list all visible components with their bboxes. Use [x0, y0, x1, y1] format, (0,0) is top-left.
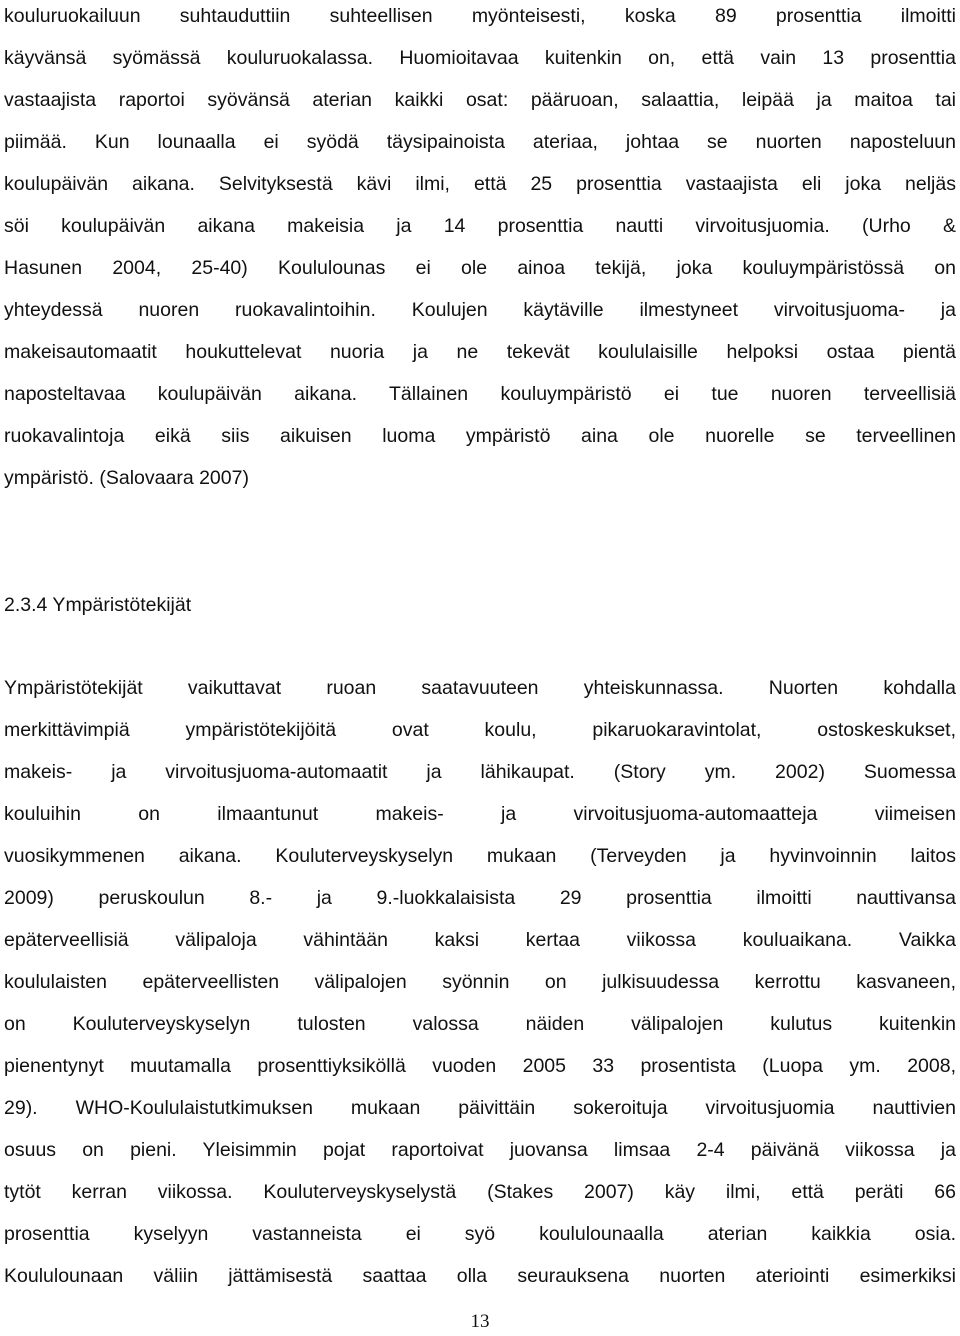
paragraph-line: makeisautomaatit houkuttelevat nuoria ja ne tekevät koululaisille helpoksi ostaa pientä: [4, 341, 956, 363]
paragraph-line: 2009) peruskoulun 8.- ja 9.-luokkalaisista 29 prosenttia ilmoitti nauttivansa: [4, 887, 956, 909]
paragraph-line: vuosikymmenen aikana. Kouluterveyskyselyn mukaan (Terveyden ja hyvinvoinnin laitos: [4, 845, 956, 867]
paragraph-line: Ympäristötekijät vaikuttavat ruoan saatavuuteen yhteiskunnassa. Nuorten kohdalla: [4, 677, 956, 699]
paragraph-line: söi koulupäivän aikana makeisia ja 14 prosenttia nautti virvoitusjuomia. (Urho &: [4, 215, 956, 237]
paragraph-line: prosenttia kyselyyn vastanneista ei syö koululounaalla aterian kaikkia osia.: [4, 1223, 956, 1245]
paragraph-line: tytöt kerran viikossa. Kouluterveyskyselystä (Stakes 2007) käy ilmi, että peräti 66: [4, 1181, 956, 1203]
section-heading: 2.3.4 Ympäristötekijät: [4, 594, 192, 616]
paragraph-line: on Kouluterveyskyselyn tulosten valossa näiden välipalojen kulutus kuitenkin: [4, 1013, 956, 1035]
paragraph-line: Koululounaan väliin jättämisestä saattaa olla seurauksena nuorten ateriointi esimerkiksi: [4, 1265, 956, 1287]
paragraph-line: yhteydessä nuoren ruokavalintoihin. Koulujen käytäville ilmestyneet virvoitusjuoma- ja: [4, 299, 956, 321]
paragraph-line: kouluihin on ilmaantunut makeis- ja virvoitusjuoma-automaatteja viimeisen: [4, 803, 956, 825]
paragraph-line: ympäristö. (Salovaara 2007): [4, 467, 249, 489]
paragraph-line: makeis- ja virvoitusjuoma-automaatit ja lähikaupat. (Story ym. 2002) Suomessa: [4, 761, 956, 783]
paragraph-line: käyvänsä syömässä kouluruokalassa. Huomioitavaa kuitenkin on, että vain 13 prosenttia: [4, 47, 956, 69]
document-page: [4, 0, 956, 1336]
paragraph-line: koululaisten epäterveellisten välipalojen syönnin on julkisuudessa kerrottu kasvaneen,: [4, 971, 956, 993]
paragraph-line: osuus on pieni. Yleisimmin pojat raportoivat juovansa limsaa 2-4 päivänä viikossa ja: [4, 1139, 956, 1161]
paragraph-line: epäterveellisiä välipaloja vähintään kaksi kertaa viikossa kouluaikana. Vaikka: [4, 929, 956, 951]
paragraph-line: 29). WHO-Koululaistutkimuksen mukaan päivittäin sokeroituja virvoitusjuomia nauttivien: [4, 1097, 956, 1119]
paragraph-line: vastaajista raportoi syövänsä aterian kaikki osat: pääruoan, salaattia, leipää ja maitoa tai: [4, 89, 956, 111]
paragraph-line: koulupäivän aikana. Selvityksestä kävi ilmi, että 25 prosenttia vastaajista eli joka neljäs: [4, 173, 956, 195]
paragraph-line: kouluruokailuun suhtauduttiin suhteellisen myönteisesti, koska 89 prosenttia ilmoitti: [4, 5, 956, 27]
body-paragraph: [4, 667, 956, 1297]
body-paragraph: [4, 0, 956, 499]
paragraph-line: piimää. Kun lounaalla ei syödä täysipainoista ateriaa, johtaa se nuorten naposteluun: [4, 131, 956, 153]
paragraph-line: ruokavalintoja eikä siis aikuisen luoma ympäristö aina ole nuorelle se terveellinen: [4, 425, 956, 447]
paragraph-line: pienentynyt muutamalla prosenttiyksiköllä vuoden 2005 33 prosentista (Luopa ym. 2008,: [4, 1055, 956, 1077]
paragraph-line: naposteltavaa koulupäivän aikana. Tällainen kouluympäristö ei tue nuoren terveellisiä: [4, 383, 956, 405]
paragraph-line: Hasunen 2004, 25-40) Koululounas ei ole ainoa tekijä, joka kouluympäristössä on: [4, 257, 956, 279]
paragraph-line: merkittävimpiä ympäristötekijöitä ovat koulu, pikaruokaravintolat, ostoskeskukset,: [4, 719, 956, 741]
page-number: 13: [470, 1311, 490, 1332]
